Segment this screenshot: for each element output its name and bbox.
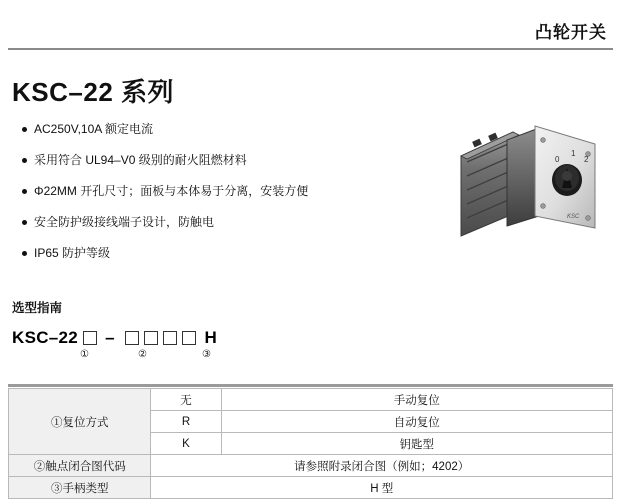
selection-table	[8, 388, 613, 499]
table-row	[9, 477, 613, 499]
bullet-icon	[22, 189, 27, 194]
feature-text: 安全防护级接线端子设计，防触电	[34, 215, 215, 229]
marker-1: ①	[80, 349, 89, 360]
cell-desc: 钥匙型	[221, 433, 612, 455]
list-item	[22, 246, 452, 261]
bullet-icon	[22, 158, 27, 163]
cell-code: R	[151, 411, 221, 433]
list-item	[22, 215, 452, 230]
switch-body	[507, 128, 539, 226]
cell-desc: 手动复位	[221, 389, 612, 411]
cell-desc: H 型	[151, 477, 613, 499]
model-code-row	[12, 326, 217, 350]
cell-code: 无	[151, 389, 221, 411]
row-label-reset-type: ①复位方式	[9, 389, 151, 455]
marker-2: ②	[138, 349, 147, 360]
feature-text: 采用符合 UL94–V0 级别的耐火阻燃材料	[34, 153, 247, 167]
code-dash: –	[105, 328, 115, 347]
svg-text:2: 2	[584, 155, 589, 164]
svg-text:1: 1	[571, 149, 576, 158]
feature-text: Φ22MM 开孔尺寸；面板与本体易于分离，安装方便	[34, 184, 309, 198]
product-photo	[455, 110, 610, 260]
page-header	[0, 0, 621, 50]
rotary-knob	[552, 164, 582, 196]
feature-text: AC250V,10A 额定电流	[34, 122, 153, 136]
cell-desc: 自动复位	[221, 411, 612, 433]
feature-text: IP65 防护等级	[34, 246, 111, 260]
model-code-suffix: H	[204, 328, 217, 347]
svg-text:0: 0	[555, 155, 560, 164]
code-box-1	[83, 331, 97, 345]
selection-guide-heading: 选型指南	[12, 301, 63, 315]
header-divider	[8, 48, 613, 50]
bullet-icon	[22, 251, 27, 256]
code-box-3	[144, 331, 158, 345]
cell-code: K	[151, 433, 221, 455]
row-label-contact-code: ②触点闭合图代码	[9, 455, 151, 477]
bullet-icon	[22, 220, 27, 225]
row-label-handle-type: ③手柄类型	[9, 477, 151, 499]
svg-text:KSC: KSC	[567, 214, 580, 220]
model-code-prefix: KSC–22	[12, 328, 79, 347]
code-markers	[12, 349, 272, 363]
list-item	[22, 184, 452, 199]
table-top-divider	[8, 384, 613, 387]
table-row	[9, 389, 613, 411]
code-box-2	[125, 331, 139, 345]
marker-3: ③	[202, 349, 211, 360]
cell-desc: 请参照附录闭合图（例如；4202）	[151, 455, 613, 477]
code-box-5	[182, 331, 196, 345]
code-box-4	[163, 331, 177, 345]
bullet-icon	[22, 127, 27, 132]
list-item	[22, 153, 452, 168]
table-row	[9, 455, 613, 477]
feature-list	[22, 122, 452, 277]
page-title: KSC–22 系列	[12, 77, 174, 107]
header-title: 凸轮开关	[535, 23, 607, 42]
list-item	[22, 122, 452, 137]
